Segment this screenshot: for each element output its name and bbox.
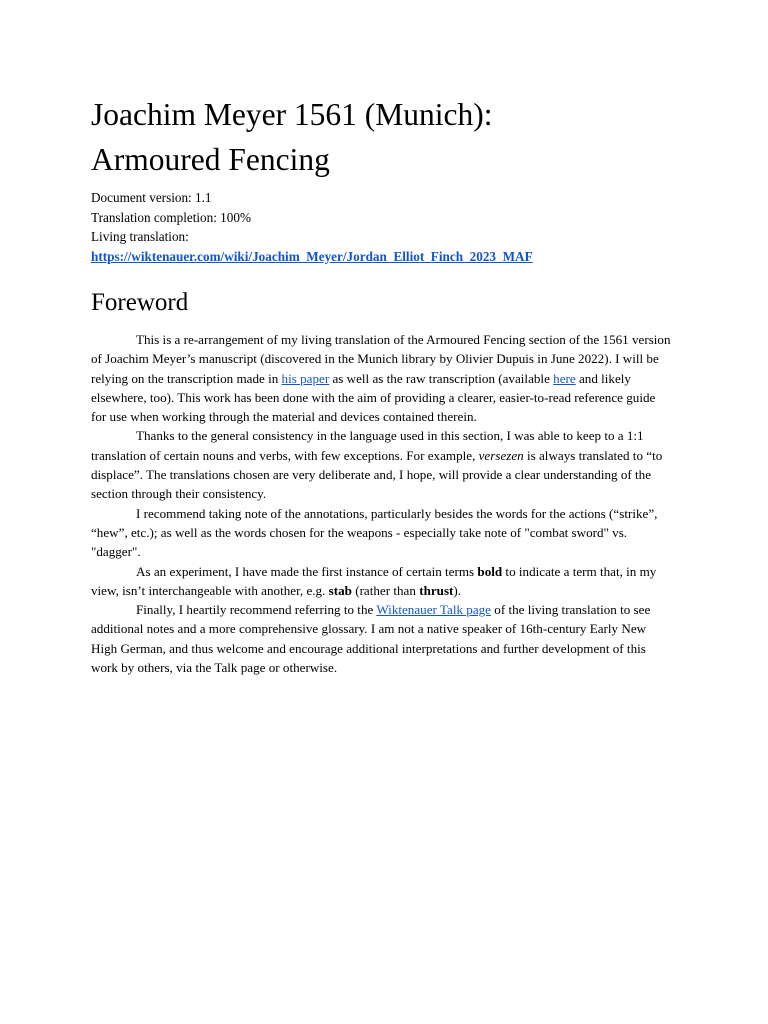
stab-term: stab (328, 582, 352, 598)
p4-text-b: to indicate a term that, in my view, isn’t interchangeable with another, e.g. (91, 563, 657, 598)
p1-text-c: and likely elsewhere, too). This work has been done with the aim of providing a clearer, easier-to-read reference guide for use when working through the material and devices contained therein. (91, 370, 656, 425)
wiktenauer-talk-page-link[interactable]: Wiktenauer Talk page (376, 602, 491, 618)
thrust-term: thrust (419, 582, 454, 598)
foreword-paragraph-4 (91, 562, 672, 601)
translation-completion: Translation completion: 100% (91, 209, 251, 225)
foreword-paragraph-3: I recommend taking note of the annotations, particularly besides the words for the actions (“strike”, “hew”, etc.); as well as the words chosen for the weapons - especially take note of "combat sword" vs. "dagger". (91, 505, 658, 560)
p1-text-b: as well as the raw transcription (available (329, 370, 554, 386)
p5-text-a: Finally, I heartily recommend referring to the (136, 602, 377, 618)
title-line-2: Armoured Fencing (91, 142, 330, 177)
living-translation-link[interactable]: https://wiktenauer.com/wiki/Joachim_Meyer/Jordan_Elliot_Finch_2023_MAF (91, 248, 533, 264)
title-line-1: Joachim Meyer 1561 (Munich): (91, 97, 493, 132)
living-translation-label: Living translation: (91, 229, 189, 244)
p2-text-b: is always translated to “to displace”. The translations chosen are very deliberate and, I hope, will provide a clear understanding of the section through their consistency. (91, 447, 663, 502)
p4-text-c: (rather than (351, 582, 420, 598)
versezen-term: versezen (478, 447, 524, 463)
foreword-heading: Foreword (91, 289, 189, 316)
bold-term: bold (477, 563, 503, 579)
foreword-paragraph-1 (91, 330, 672, 426)
p4-text-a: As an experiment, I have made the first instance of certain terms (136, 563, 478, 579)
p5-text-b: of the living translation to see additional notes and a more comprehensive glossary. I am not a native speaker of 16th-century Early New High German, and thus welcome and encourage additional interpretations and further development of this work by others, via the Talk page or otherwise. (91, 602, 651, 676)
p4-text-d: ). (453, 582, 462, 598)
foreword-paragraph-2 (91, 426, 672, 503)
document-version: Document version: 1.1 (91, 190, 212, 205)
p2-text-a: Thanks to the general consistency in the language used in this section, I was able to keep to a 1:1 translation of certain nouns and verbs, with few exceptions. For example, (91, 428, 644, 463)
p1-text-a: This is a re-arrangement of my living translation of the Armoured Fencing section of the 1561 version of Joachim Meyer’s manuscript (discovered in the Munich library by Olivier Dupuis in June 2022). I will be relying on the transcription made in (91, 332, 671, 386)
here-link[interactable]: here (553, 370, 576, 386)
document-title (91, 92, 672, 182)
his-paper-link[interactable]: his paper (281, 370, 330, 386)
foreword-paragraph-5 (91, 600, 672, 677)
